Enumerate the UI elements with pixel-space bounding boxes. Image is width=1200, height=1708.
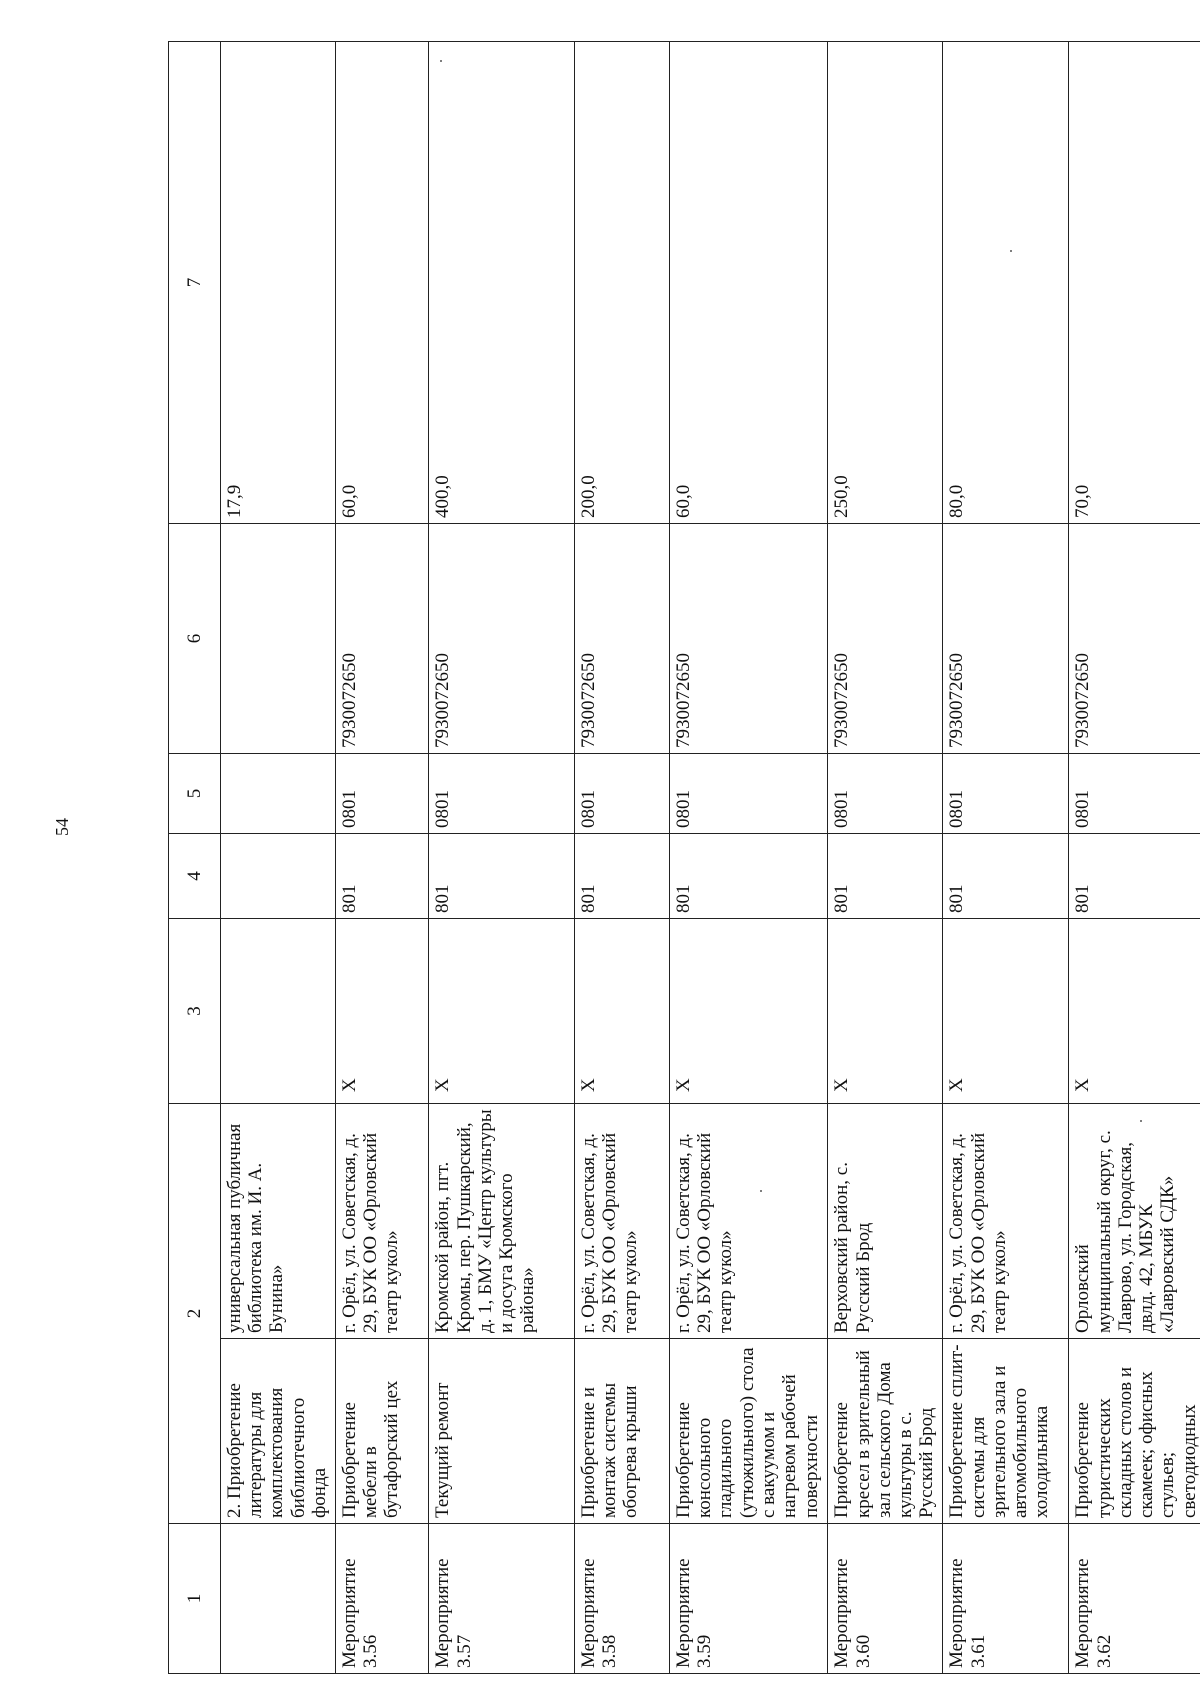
header-row [169,42,221,1674]
col3-text: X [577,1078,599,1092]
event-id-text: Мероприятие 3.57 [432,1558,475,1668]
header-cell-6: 6 [169,524,221,754]
event-id-cell [574,1524,669,1674]
event-name-cell [669,1339,827,1524]
address-text: универсальная публичная библиотека им. И. А. Бунина» [223,1123,288,1333]
col4-cell [574,834,669,919]
address-cell [574,1104,669,1339]
col3-text: X [831,1078,853,1092]
amount-text: 400,0 [432,475,454,518]
event-id-cell [429,1524,574,1674]
col3-cell [429,919,574,1104]
header-cell-5: 5 [169,754,221,834]
amount-text: 250,0 [831,475,853,518]
scan-speck [1010,250,1012,252]
address-text: г. Орёл, ул. Советская, д. 29, БУК ОО «Орловский театр кукол» [946,1132,1010,1333]
col5-cell [828,754,943,834]
page-number: 54 [52,818,72,836]
col3-text: X [946,1078,968,1092]
event-id-text: Мероприятие 3.62 [1072,1558,1115,1668]
col6-text: 7930072650 [1072,653,1094,748]
col5-text: 0801 [338,790,360,828]
header-cell-4: 4 [169,834,221,919]
address-text: Кромской район, пгт. Кромы, пер. Пушкарский, д. 1, БМУ «Центр культуры и досуга Кромского района» [432,1109,539,1333]
col6-text: 7930072650 [672,653,694,748]
col3-cell [1069,919,1200,1104]
table-row [669,42,827,1674]
address-text: г. Орёл, ул. Советская, д. 29, БУК ОО «Орловский театр кукол» [672,1132,737,1333]
amount-cell [220,42,335,524]
col6-cell [574,524,669,754]
event-name-cell [220,1339,335,1524]
col6-text: 7930072650 [577,653,599,748]
table-row [220,42,335,1674]
address-cell [943,1104,1069,1339]
col6-text: 7930072650 [432,653,454,748]
header-cell-2: 2 [169,1104,221,1524]
event-id-text: Мероприятие 3.61 [946,1558,989,1668]
event-name-text: Текущий ремонт [432,1382,454,1518]
col3-text: X [672,1078,694,1092]
scan-speck [440,60,442,62]
address-cell [1069,1104,1200,1339]
col3-text: X [1072,1078,1094,1092]
col5-cell [335,754,428,834]
amount-text: 80,0 [946,484,968,518]
col5-text: 0801 [831,790,853,828]
event-id-text: Мероприятие 3.58 [577,1558,620,1668]
col5-cell [429,754,574,834]
header-cell-1: 1 [169,1524,221,1674]
event-name-text: Приобретение и монтаж системы обогрева крыши [577,1382,642,1518]
col4-text: 801 [946,884,968,913]
col4-cell [429,834,574,919]
col5-cell [669,754,827,834]
col4-cell [943,834,1069,919]
amount-cell [669,42,827,524]
col4-cell [669,834,827,919]
event-id-text: Мероприятие 3.59 [672,1558,716,1668]
col5-text: 0801 [1072,790,1094,828]
event-name-cell [335,1339,428,1524]
event-name-text: Приобретение сплит-системы для зрительного зала и автомобильного холодильника [946,1344,1053,1518]
amount-cell [429,42,574,524]
col4-text: 801 [672,884,694,913]
col4-text: 801 [432,884,454,913]
col6-cell [943,524,1069,754]
col4-cell [220,834,335,919]
address-cell [335,1104,428,1339]
table-row [828,42,943,1674]
amount-text: 60,0 [338,484,360,518]
col6-cell [335,524,428,754]
col5-text: 0801 [672,790,694,828]
event-name-text: Приобретение кресел в зрительный зал сельского Дома культуры в с. Русский Брод [831,1350,938,1518]
col4-cell [828,834,943,919]
table-body [169,42,1200,1674]
event-name-cell [828,1339,943,1524]
col6-cell [1069,524,1200,754]
col6-cell [429,524,574,754]
col6-cell [220,524,335,754]
table-row [429,42,574,1674]
amount-text: 17,9 [223,484,245,518]
col6-cell [828,524,943,754]
event-name-cell [1069,1339,1200,1524]
event-name-text: Приобретение консольного гладильного (утюжильного) стола с вакуумом и нагревом рабочей поверхности [672,1347,822,1518]
amount-text: 200,0 [577,475,599,518]
event-name-cell [574,1339,669,1524]
col6-cell [669,524,827,754]
budget-table [168,41,1200,1674]
col5-cell [220,754,335,834]
address-text: Орловский муниципальный округ, с. Лаврово, ул. Городская, двлд. 42, МБУК «Лавровский СДК» [1072,1130,1179,1333]
scan-speck [760,1190,762,1192]
address-text: г. Орёл, ул. Советская, д. 29, БУК ОО «Орловский театр кукол» [338,1132,403,1333]
col3-cell [220,919,335,1104]
amount-text: 70,0 [1072,484,1094,518]
table-row [943,42,1069,1674]
event-id-cell [943,1524,1069,1674]
table-row [335,42,428,1674]
col6-text: 7930072650 [831,653,853,748]
header-cell-3: 3 [169,919,221,1104]
col5-cell [1069,754,1200,834]
event-id-cell [220,1524,335,1674]
table-row [574,42,669,1674]
col5-text: 0801 [946,790,968,828]
col6-text: 7930072650 [946,653,968,748]
col4-text: 801 [577,884,599,913]
scan-speck [1140,1120,1142,1122]
event-id-cell [828,1524,943,1674]
amount-cell [1069,42,1200,524]
event-id-cell [1069,1524,1200,1674]
event-name-text: Приобретение туристических складных столов и скамеек; офисных стульев; светодиодных [1072,1366,1200,1518]
col3-cell [669,919,827,1104]
col4-text: 801 [338,884,360,913]
event-id-cell [335,1524,428,1674]
address-text: г. Орёл, ул. Советская, д. 29, БУК ОО «Орловский театр кукол» [577,1132,642,1333]
col3-text: X [338,1078,360,1092]
address-cell [828,1104,943,1339]
event-name-cell [943,1339,1069,1524]
amount-cell [335,42,428,524]
amount-cell [943,42,1069,524]
event-id-cell [669,1524,827,1674]
col4-text: 801 [831,884,853,913]
event-name-cell [429,1339,574,1524]
col5-text: 0801 [577,790,599,828]
col4-text: 801 [1072,884,1094,913]
col3-cell [335,919,428,1104]
col5-text: 0801 [432,790,454,828]
col4-cell [335,834,428,919]
address-cell [429,1104,574,1339]
rotated-document-sheet [168,42,1200,1674]
amount-cell [828,42,943,524]
col3-cell [574,919,669,1104]
amount-cell [574,42,669,524]
event-id-text: Мероприятие 3.60 [831,1558,874,1668]
amount-text: 60,0 [672,484,694,518]
address-cell [220,1104,335,1339]
event-id-text: Мероприятие 3.56 [338,1558,382,1668]
header-cell-7: 7 [169,42,221,524]
col4-cell [1069,834,1200,919]
col3-cell [828,919,943,1104]
address-cell [669,1104,827,1339]
col5-cell [943,754,1069,834]
col5-cell [574,754,669,834]
event-name-text: Приобретение мебели в бутафорский цех [338,1380,403,1518]
col3-text: X [432,1078,454,1092]
address-text: Верховский район, с. Русский Брод [831,1162,874,1333]
col3-cell [943,919,1069,1104]
col6-text: 7930072650 [338,653,360,748]
table-row [1069,42,1200,1674]
event-name-text: 2. Приобретение литературы для комплектования библиотечного фонда [223,1383,330,1518]
